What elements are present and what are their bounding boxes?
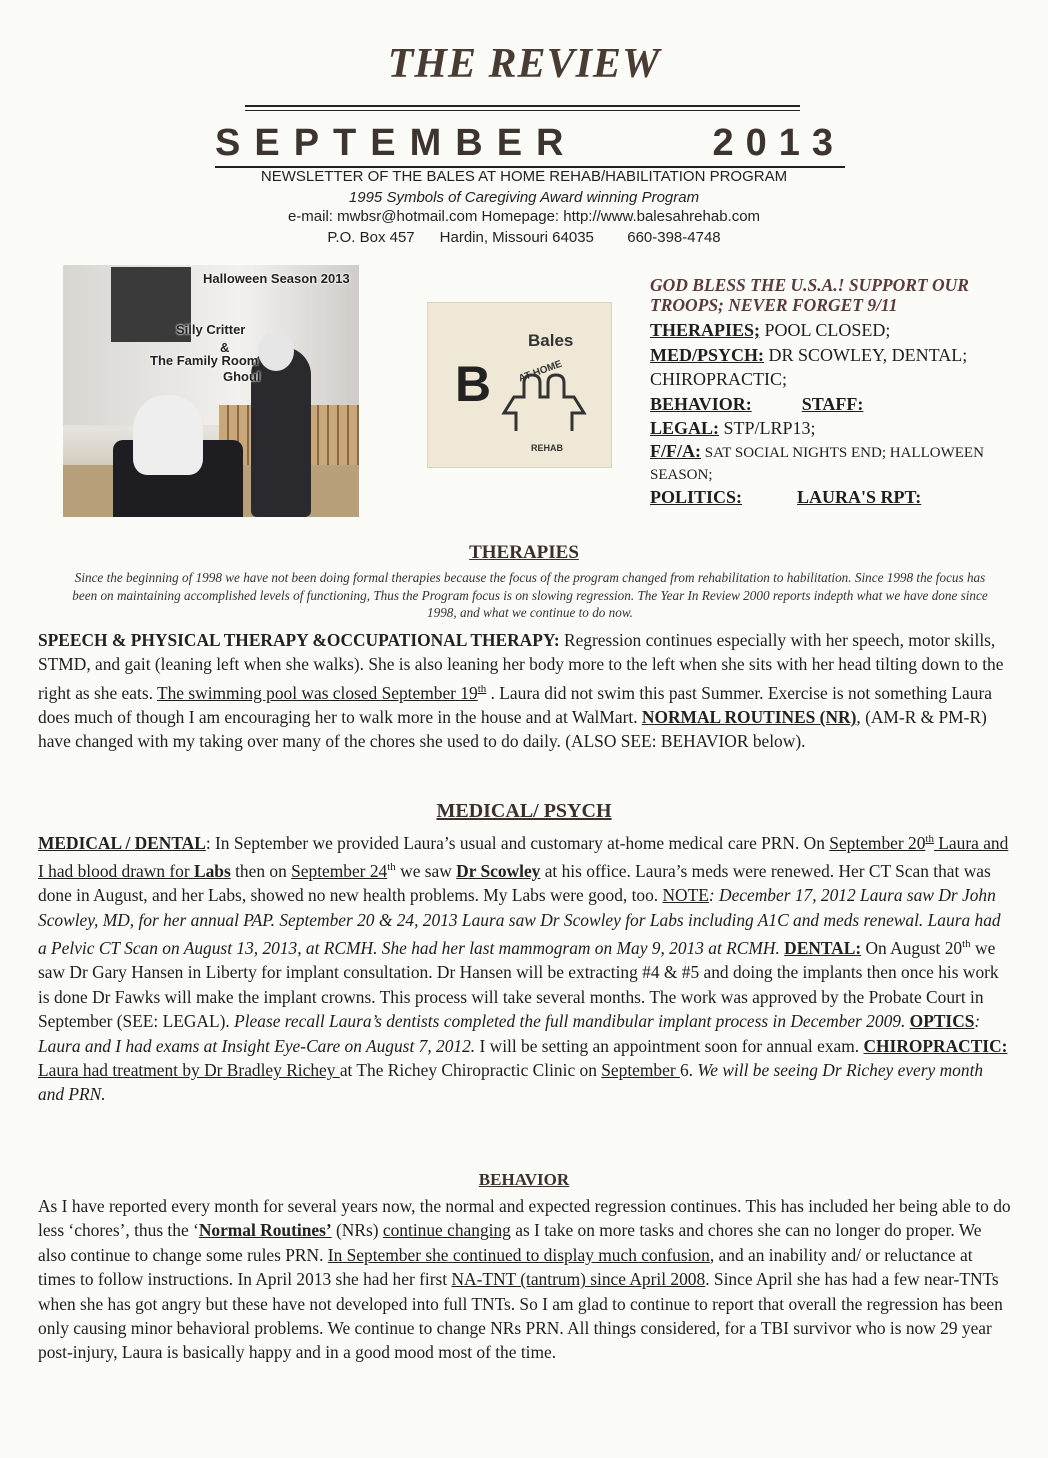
logo-name: Bales — [528, 331, 574, 350]
logo-rehab: REHAB — [531, 443, 564, 453]
contents-therapies: THERAPIES; POOL CLOSED; — [650, 320, 891, 340]
photo-caption-critter: Silly Critter — [176, 322, 246, 337]
newsletter-subtitle: NEWSLETTER OF THE BALES AT HOME REHAB/HABILITATION PROGRAM — [260, 168, 788, 185]
photo-caption-amp: & — [220, 340, 230, 355]
address-line: P.O. Box 457 Hardin, Missouri 64035 660-398-4748 — [327, 229, 721, 246]
contents-legal: LEGAL: STP/LRP13; — [650, 418, 816, 438]
contents-behavior: BEHAVIOR: STAFF: — [650, 393, 864, 414]
medical-paragraph: MEDICAL / DENTAL: In September we provided Laura’s usual and customary at-home medical care PRN. On September 20th Laura and I had blood drawn for Labs then on September 24th we saw Dr Scowley at his office. Laura’s meds were renewed. Her CT Scan that was done in August, and her Labs, showed no new health problems. My Labs were good, too. NOTE: December 17, 2012 Laura saw Dr John Scowley, MD, for her annual PAP. September 20 & 24, 2013 Laura saw Dr Scowley for Labs including A1C and meds renewal. Laura had a Pelvic CT Scan on August 13, 2013, at RCMH. She had her last mammogram on May 9, 2013 at RCMH. DENTAL: On August 20th we saw Dr Gary Hansen in Liberty for implant consultation. Dr Hansen will be extracting #4 & #5 and doing the implants then once his work is done Dr Fawks will make the implant crowns. This process will take several months. The work was approved by the Probate Court in September (SEE: LEGAL). Please recall Laura’s dentists completed the full mandibular implant process in December 2009. OPTICS: Laura and I had exams at Insight Eye-Care on August 7, 2012. I will be setting an appointment soon for annual exam. CHIROPRACTIC: Laura had treatment by Dr Bradley Richey at The Richey Chiropractic Clinic on September 6. We will be seeing Dr Richey every month and PRN. — [38, 832, 1009, 1105]
contents-medpsych: MED/PSYCH: DR SCOWLEY, DENTAL; CHIROPRACTIC; — [650, 344, 968, 389]
halloween-photo — [63, 265, 359, 517]
behavior-heading: BEHAVIOR — [478, 1170, 570, 1189]
medical-heading: MEDICAL/ PSYCH — [436, 800, 612, 822]
newsletter-title: THE REVIEW — [387, 41, 661, 87]
contact-line: e-mail: mwbsr@hotmail.com Homepage: http://www.balesahrehab.com — [287, 208, 761, 225]
therapies-intro: Since the beginning of 1998 we have not been doing formal therapies because the focus of the program changed from rehabilitation to habilitation. Since 1998 the focus has been on maintaining accomplished levels of functioning, Thus the Program focus is on slowing regression. The Year In Review 2000 reports indepth what we have done since 1998, and what we continue to do now. — [72, 570, 988, 620]
photo-caption-title: Halloween Season 2013 — [203, 271, 350, 286]
contents-ffa: F/F/A: SAT SOCIAL NIGHTS END; HALLOWEEN SEASON; — [650, 440, 984, 483]
award-line: 1995 Symbols of Caregiving Award winning Program — [348, 189, 700, 206]
issue-year: 2013 — [712, 122, 845, 164]
photo-caption-family-room: The Family Room — [150, 353, 259, 368]
issue-month: SEPTEMBER — [215, 122, 578, 164]
logo-figures-icon — [498, 353, 588, 443]
logo-arc-text: AT-HOME — [517, 358, 564, 385]
bales-logo — [427, 302, 612, 468]
photo-caption-ghoul: Ghoul — [223, 369, 261, 384]
therapies-heading: THERAPIES — [469, 542, 579, 563]
tagline: GOD BLESS THE U.S.A.! SUPPORT OUR TROOPS; NEVER FORGET 9/11 — [650, 275, 969, 315]
contents-politics: POLITICS: LAURA'S RPT: — [650, 486, 922, 507]
issue-date — [215, 122, 845, 168]
logo-letter: B — [455, 356, 492, 412]
title-divider — [245, 105, 800, 111]
behavior-paragraph: As I have reported every month for several years now, the normal and expected regression continues. This has included her being able to do less ‘chores’, thus the ‘Normal Routines’ (NRs) continue changing as I take on more tasks and chores she can no longer do proper. We also continue to change some rules PRN. In September she continued to display much confusion, and an inability and/ or reluctance at times to follow instructions. In April 2013 she had her first NA-TNT (tantrum) since April 2008. Since April she has had a few near-TNTs when she has got angry but these have not developed into full TNTs. So I am glad to continue to report that overall the regression has been only causing minor behavioral problems. We continue to change NRs PRN. All things considered, for a TBI survivor who is now 29 year post-injury, Laura is basically happy and in a good mood most of the time. — [38, 1196, 1011, 1363]
contents-box — [650, 275, 1010, 509]
therapies-paragraph: SPEECH & PHYSICAL THERAPY &OCCUPATIONAL THERAPY: Regression continues especially with her speech, motor skills, STMD, and gait (leaning left when she walks). She is also leaning her body more to the left when she sits with her head tilting down to the right as she eats. The swimming pool was closed September 19th . Laura did not swim this past Summer. Exercise is not something Laura does much of though I am encouraging her to walk more in the house and at WalMart. NORMAL ROUTINES (NR), (AM-R & PM-R) have changed with my taking over many of the chores she used to do daily. (ALSO SEE: BEHAVIOR below). — [38, 630, 1004, 752]
